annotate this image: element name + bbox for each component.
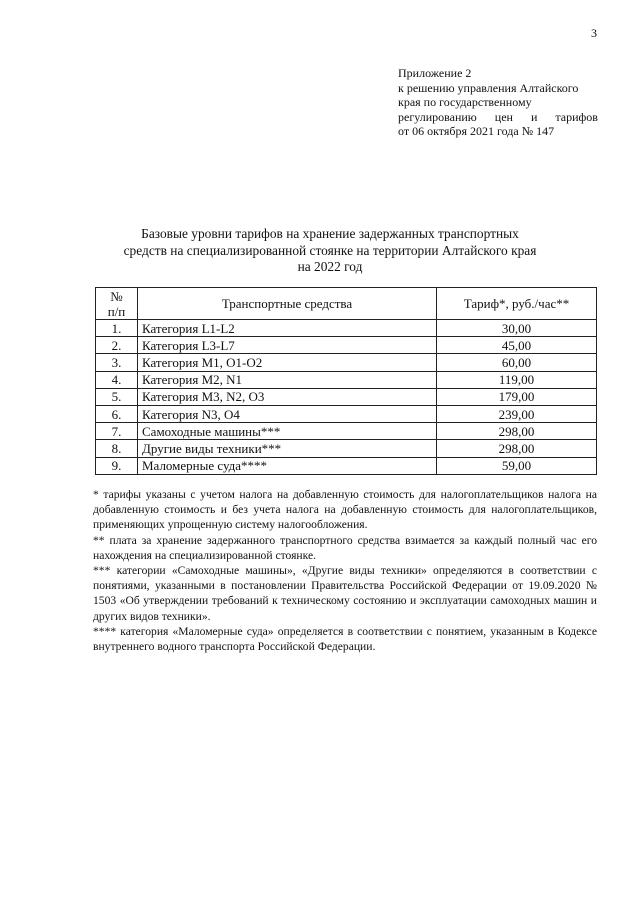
footnotes [93,487,597,654]
row-number: 8. [96,440,138,457]
row-number: 4. [96,371,138,388]
row-tariff: 119,00 [437,371,597,388]
title-line-1: Базовые уровни тарифов на хранение задержанных транспортных [141,226,519,241]
row-tariff: 59,00 [437,457,597,474]
footnote: * тарифы указаны с учетом налога на добавленную стоимость для налогоплательщиков налога на добавленную стоимость и без учета налога на добавленную стоимость для налогоплательщиков, применяющих упрощенную систему налогообложения. [93,488,597,532]
header-number [96,288,138,320]
row-number: 2. [96,337,138,354]
table-row [96,423,597,440]
appendix-line-4 [398,110,598,125]
title-line-2: средств на специализированной стоянке на территории Алтайского края [123,242,537,258]
table-row [96,440,597,457]
tariff-table [95,287,597,475]
appendix-header [398,66,598,139]
row-tariff: 45,00 [437,337,597,354]
table-row [96,388,597,405]
footnote: ** плата за хранение задержанного транспортного средства взимается за каждый полный час его нахождения на специализированной стоянке. [93,533,597,562]
row-number: 1. [96,320,138,337]
row-number: 3. [96,354,138,371]
appendix-line-5: от 06 октября 2021 года № 147 [398,124,555,139]
row-number: 7. [96,423,138,440]
row-tariff: 30,00 [437,320,597,337]
footnote: **** категория «Маломерные суда» определяется в соответствии с понятием, указанным в Кодексе внутреннего водного транспорта Российской Федерации. [93,624,597,654]
table-header-row [96,288,597,320]
table-row [96,457,597,474]
row-vehicle: Маломерные суда**** [138,457,437,474]
row-tariff: 239,00 [437,405,597,422]
table-row [96,320,597,337]
row-vehicle: Категория L1-L2 [138,320,437,337]
row-number: 5. [96,388,138,405]
row-number: 9. [96,457,138,474]
appendix-line-1: Приложение 2 [398,66,472,80]
appendix-line-2: к решению управления Алтайского [398,80,579,95]
row-vehicle: Другие виды техники*** [138,440,437,457]
appendix-word: цен [494,109,513,124]
table-row [96,354,597,371]
title-line-3: на 2022 год [297,259,363,274]
row-vehicle: Категория N3, О4 [138,405,437,422]
appendix-word: и [530,109,538,124]
appendix-word: тарифов [555,109,598,124]
row-vehicle: Категория М2, N1 [138,371,437,388]
header-tariff: Тариф*, руб./час** [437,288,597,320]
footnote: *** категории «Самоходные машины», «Другие виды техники» определяются в соответствии с понятиями, указанными в постановлении Правительства Российской Федерации от 19.09.2020 № 1503 «Об утверждении требований к техническому состоянию и эксплуатации самоходных машин и других видов техники». [93,564,597,623]
table-row [96,337,597,354]
table-row [96,405,597,422]
document-title [100,226,560,276]
appendix-word: регулированию [398,109,477,124]
header-vehicles: Транспортные средства [138,288,437,320]
table-row [96,371,597,388]
appendix-line-3: края по государственному [398,95,532,110]
row-vehicle: Категория L3-L7 [138,337,437,354]
row-vehicle: Категория М1, О1-О2 [138,354,437,371]
row-tariff: 179,00 [437,388,597,405]
header-number-line-1: № [110,288,123,304]
row-tariff: 298,00 [437,423,597,440]
row-vehicle: Категория М3, N2, О3 [138,388,437,405]
row-tariff: 298,00 [437,440,597,457]
header-number-line-2: п/п [107,303,126,319]
row-tariff: 60,00 [437,354,597,371]
row-vehicle: Самоходные машины*** [138,423,437,440]
row-number: 6. [96,405,138,422]
page-number: 3 [591,26,597,40]
